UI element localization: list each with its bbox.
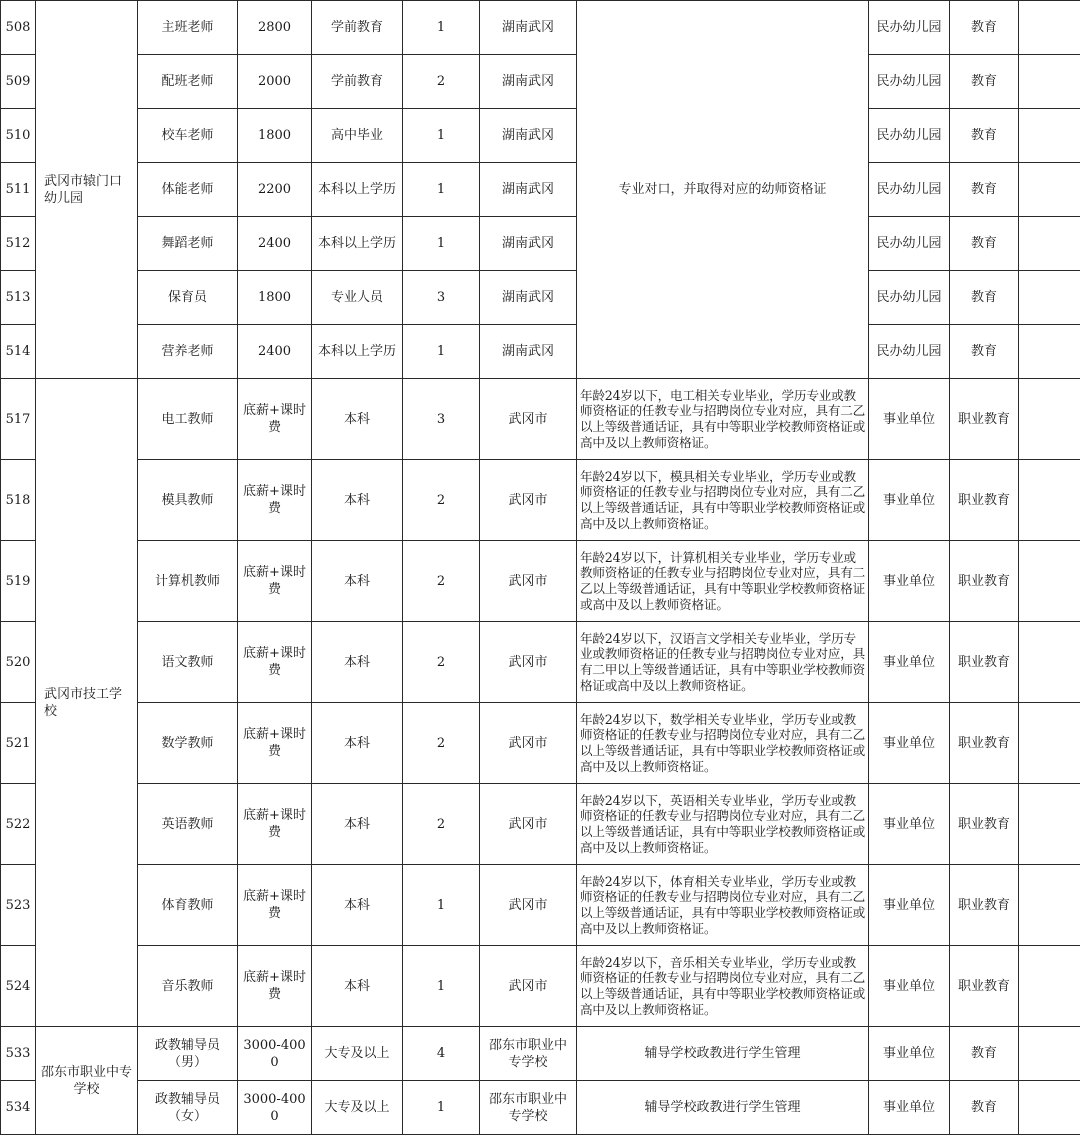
headcount: 2 [403, 541, 480, 622]
industry: 职业教育 [950, 541, 1019, 622]
row-id: 533 [1, 1027, 36, 1081]
headcount: 1 [403, 325, 480, 379]
table-row [1, 946, 1080, 1027]
work-location: 湖南武冈 [480, 217, 577, 271]
work-location: 邵东市职业中专学校 [480, 1027, 577, 1081]
row-id: 517 [1, 379, 36, 460]
work-location: 湖南武冈 [480, 163, 577, 217]
position-name: 配班老师 [138, 55, 238, 109]
row-id: 514 [1, 325, 36, 379]
note [1019, 622, 1080, 703]
row-id: 510 [1, 109, 36, 163]
employer-name: 武冈市技工学校 [36, 379, 138, 1027]
row-id: 524 [1, 946, 36, 1027]
table-row [1, 379, 1080, 460]
row-id: 519 [1, 541, 36, 622]
row-id: 513 [1, 271, 36, 325]
industry: 教育 [950, 109, 1019, 163]
note [1019, 1, 1080, 55]
table-body [1, 1, 1080, 1135]
work-location: 湖南武冈 [480, 325, 577, 379]
note [1019, 379, 1080, 460]
position-name: 体能老师 [138, 163, 238, 217]
headcount: 3 [403, 379, 480, 460]
position-name: 计算机教师 [138, 541, 238, 622]
unit-nature: 事业单位 [869, 622, 950, 703]
table-row [1, 55, 1080, 109]
industry: 职业教育 [950, 865, 1019, 946]
job-requirement: 年龄24岁以下，汉语言文学相关专业毕业，学历专业或教师资格证的任教专业与招聘岗位专业对应，具有二甲以上等级普通话证，具有中等职业学校教师资格证或高中及以上教师资格证。 [577, 622, 869, 703]
note [1019, 325, 1080, 379]
work-location: 武冈市 [480, 622, 577, 703]
job-requirement: 年龄24岁以下，体育相关专业毕业，学历专业或教师资格证的任教专业与招聘岗位专业对应，具有二乙以上等级普通话证，具有中等职业学校教师资格证或高中及以上教师资格证。 [577, 865, 869, 946]
note [1019, 271, 1080, 325]
work-location: 武冈市 [480, 379, 577, 460]
note [1019, 703, 1080, 784]
note [1019, 1081, 1080, 1135]
salary: 底薪+课时费 [238, 541, 312, 622]
education: 本科以上学历 [312, 163, 403, 217]
salary: 2200 [238, 163, 312, 217]
education: 大专及以上 [312, 1081, 403, 1135]
work-location: 武冈市 [480, 541, 577, 622]
employer-name: 武冈市辕门口幼儿园 [36, 1, 138, 379]
education: 本科 [312, 865, 403, 946]
education: 本科 [312, 541, 403, 622]
position-name: 电工教师 [138, 379, 238, 460]
note [1019, 109, 1080, 163]
headcount: 2 [403, 55, 480, 109]
unit-nature: 事业单位 [869, 1027, 950, 1081]
job-requirement: 年龄24岁以下，模具相关专业毕业，学历专业或教师资格证的任教专业与招聘岗位专业对应，具有二乙以上等级普通话证，具有中等职业学校教师资格证或高中及以上教师资格证。 [577, 460, 869, 541]
unit-nature: 事业单位 [869, 946, 950, 1027]
salary: 底薪+课时费 [238, 865, 312, 946]
education: 高中毕业 [312, 109, 403, 163]
industry: 教育 [950, 325, 1019, 379]
unit-nature: 事业单位 [869, 865, 950, 946]
headcount: 1 [403, 865, 480, 946]
unit-nature: 事业单位 [869, 541, 950, 622]
note [1019, 217, 1080, 271]
headcount: 1 [403, 946, 480, 1027]
position-name: 英语教师 [138, 784, 238, 865]
industry: 教育 [950, 217, 1019, 271]
note [1019, 55, 1080, 109]
note [1019, 163, 1080, 217]
table-row [1, 865, 1080, 946]
salary: 1800 [238, 109, 312, 163]
row-id: 534 [1, 1081, 36, 1135]
education: 本科以上学历 [312, 217, 403, 271]
headcount: 1 [403, 217, 480, 271]
row-id: 509 [1, 55, 36, 109]
table-row [1, 1081, 1080, 1135]
education: 学前教育 [312, 55, 403, 109]
salary: 底薪+课时费 [238, 703, 312, 784]
industry: 职业教育 [950, 703, 1019, 784]
row-id: 508 [1, 1, 36, 55]
position-name: 模具教师 [138, 460, 238, 541]
salary: 底薪+课时费 [238, 460, 312, 541]
salary: 2400 [238, 217, 312, 271]
table-row [1, 325, 1080, 379]
industry: 职业教育 [950, 622, 1019, 703]
note [1019, 1027, 1080, 1081]
industry: 教育 [950, 1081, 1019, 1135]
row-id: 520 [1, 622, 36, 703]
salary: 3000-4000 [238, 1027, 312, 1081]
table-row [1, 109, 1080, 163]
row-id: 523 [1, 865, 36, 946]
job-requirement: 年龄24岁以下，英语相关专业毕业，学历专业或教师资格证的任教专业与招聘岗位专业对应，具有二乙以上等级普通话证，具有中等职业学校教师资格证或高中及以上教师资格证。 [577, 784, 869, 865]
salary: 2400 [238, 325, 312, 379]
table-row [1, 622, 1080, 703]
industry: 职业教育 [950, 946, 1019, 1027]
note [1019, 946, 1080, 1027]
salary: 3000-4000 [238, 1081, 312, 1135]
headcount: 1 [403, 109, 480, 163]
education: 本科 [312, 703, 403, 784]
work-location: 湖南武冈 [480, 1, 577, 55]
table-row [1, 460, 1080, 541]
work-location: 湖南武冈 [480, 109, 577, 163]
salary: 2800 [238, 1, 312, 55]
unit-nature: 民办幼儿园 [869, 163, 950, 217]
table-row [1, 784, 1080, 865]
note [1019, 460, 1080, 541]
position-name: 校车老师 [138, 109, 238, 163]
table-row [1, 271, 1080, 325]
education: 本科 [312, 946, 403, 1027]
unit-nature: 民办幼儿园 [869, 217, 950, 271]
industry: 职业教育 [950, 379, 1019, 460]
row-id: 522 [1, 784, 36, 865]
position-name: 音乐教师 [138, 946, 238, 1027]
position-name: 保育员 [138, 271, 238, 325]
education: 学前教育 [312, 1, 403, 55]
headcount: 4 [403, 1027, 480, 1081]
table-row [1, 1, 1080, 55]
work-location: 湖南武冈 [480, 271, 577, 325]
position-name: 政教辅导员（男） [138, 1027, 238, 1081]
headcount: 1 [403, 163, 480, 217]
job-requirement: 专业对口，并取得对应的幼师资格证 [577, 1, 869, 379]
salary: 底薪+课时费 [238, 622, 312, 703]
headcount: 2 [403, 460, 480, 541]
headcount: 1 [403, 1081, 480, 1135]
education: 本科以上学历 [312, 325, 403, 379]
note [1019, 541, 1080, 622]
unit-nature: 事业单位 [869, 784, 950, 865]
job-requirement: 年龄24岁以下，音乐相关专业毕业，学历专业或教师资格证的任教专业与招聘岗位专业对应，具有二乙以上等级普通话证，具有中等职业学校教师资格证或高中及以上教师资格证。 [577, 946, 869, 1027]
job-requirement: 辅导学校政教进行学生管理 [577, 1081, 869, 1135]
job-requirement: 年龄24岁以下，数学相关专业毕业，学历专业或教师资格证的任教专业与招聘岗位专业对应，具有二乙以上等级普通话证，具有中等职业学校教师资格证或高中及以上教师资格证。 [577, 703, 869, 784]
unit-nature: 事业单位 [869, 703, 950, 784]
industry: 教育 [950, 271, 1019, 325]
unit-nature: 民办幼儿园 [869, 325, 950, 379]
work-location: 邵东市职业中专学校 [480, 1081, 577, 1135]
row-id: 518 [1, 460, 36, 541]
position-name: 营养老师 [138, 325, 238, 379]
work-location: 武冈市 [480, 865, 577, 946]
position-name: 政教辅导员（女） [138, 1081, 238, 1135]
headcount: 3 [403, 271, 480, 325]
table-row [1, 541, 1080, 622]
work-location: 湖南武冈 [480, 55, 577, 109]
note [1019, 865, 1080, 946]
table-row [1, 703, 1080, 784]
job-requirement: 年龄24岁以下，计算机相关专业毕业，学历专业或教师资格证的任教专业与招聘岗位专业对应，具有二乙以上等级普通话证，具有中等职业学校教师资格证或高中及以上教师资格证。 [577, 541, 869, 622]
education: 本科 [312, 622, 403, 703]
salary: 底薪+课时费 [238, 946, 312, 1027]
headcount: 1 [403, 1, 480, 55]
position-name: 体育教师 [138, 865, 238, 946]
industry: 职业教育 [950, 460, 1019, 541]
headcount: 2 [403, 784, 480, 865]
unit-nature: 民办幼儿园 [869, 109, 950, 163]
industry: 教育 [950, 55, 1019, 109]
salary: 2000 [238, 55, 312, 109]
headcount: 2 [403, 703, 480, 784]
work-location: 武冈市 [480, 703, 577, 784]
unit-nature: 事业单位 [869, 1081, 950, 1135]
position-name: 舞蹈老师 [138, 217, 238, 271]
work-location: 武冈市 [480, 460, 577, 541]
note [1019, 784, 1080, 865]
industry: 教育 [950, 163, 1019, 217]
unit-nature: 民办幼儿园 [869, 1, 950, 55]
unit-nature: 民办幼儿园 [869, 55, 950, 109]
row-id: 512 [1, 217, 36, 271]
table-row [1, 217, 1080, 271]
row-id: 511 [1, 163, 36, 217]
position-name: 主班老师 [138, 1, 238, 55]
row-id: 521 [1, 703, 36, 784]
unit-nature: 民办幼儿园 [869, 271, 950, 325]
education: 专业人员 [312, 271, 403, 325]
salary: 1800 [238, 271, 312, 325]
position-name: 语文教师 [138, 622, 238, 703]
industry: 教育 [950, 1, 1019, 55]
work-location: 武冈市 [480, 946, 577, 1027]
education: 本科 [312, 379, 403, 460]
employer-name: 邵东市职业中专学校 [36, 1027, 138, 1135]
salary: 底薪+课时费 [238, 784, 312, 865]
industry: 职业教育 [950, 784, 1019, 865]
education: 本科 [312, 784, 403, 865]
education: 本科 [312, 460, 403, 541]
unit-nature: 事业单位 [869, 379, 950, 460]
table-row [1, 1027, 1080, 1081]
job-requirement: 年龄24岁以下，电工相关专业毕业，学历专业或教师资格证的任教专业与招聘岗位专业对应，具有二乙以上等级普通话证，具有中等职业学校教师资格证或高中及以上教师资格证。 [577, 379, 869, 460]
job-requirement: 辅导学校政教进行学生管理 [577, 1027, 869, 1081]
industry: 教育 [950, 1027, 1019, 1081]
salary: 底薪+课时费 [238, 379, 312, 460]
work-location: 武冈市 [480, 784, 577, 865]
education: 大专及以上 [312, 1027, 403, 1081]
position-name: 数学教师 [138, 703, 238, 784]
unit-nature: 事业单位 [869, 460, 950, 541]
headcount: 2 [403, 622, 480, 703]
table-row [1, 163, 1080, 217]
